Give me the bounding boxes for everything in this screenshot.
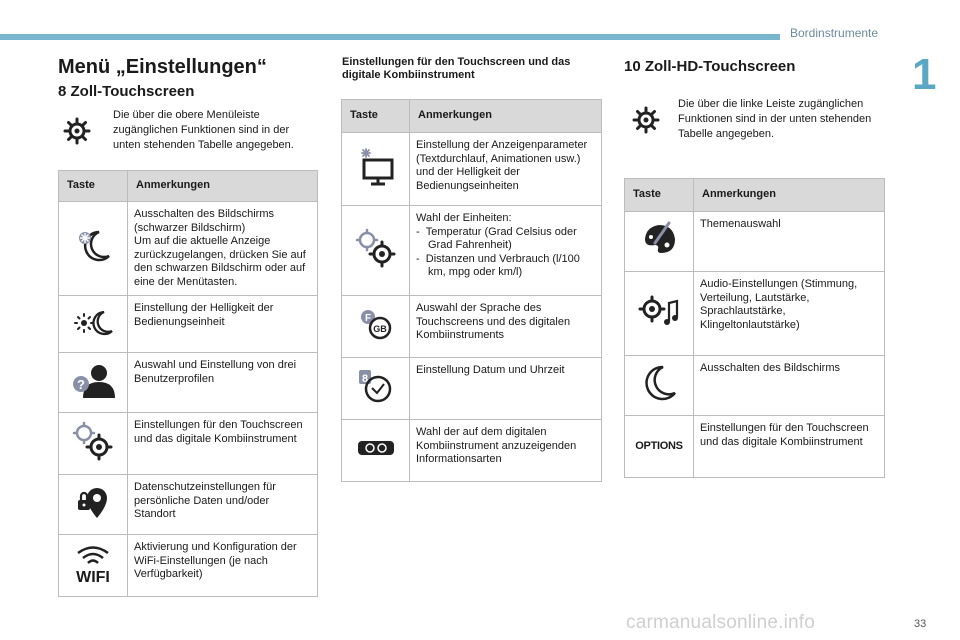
settings-table-display [341, 99, 602, 482]
bullet-item: - Temperatur (Grad Celsius oder Grad Fahrenheit) [416, 225, 577, 251]
privacy-location-icon [73, 482, 113, 522]
col-header-notes: Anmerkungen [410, 100, 602, 133]
table-header-row [342, 100, 602, 133]
page-title: Menü „Einstellungen“ [58, 56, 267, 78]
intro-10-inch: Die über die linke Leiste zugänglichen Funktionen sind in der unten stehenden Tabelle angegeben. [678, 98, 872, 140]
col-header-key: Taste [625, 179, 694, 212]
gear-icon [62, 116, 92, 146]
table-row [342, 420, 602, 482]
row-text: Einstellung der Anzeigenparameter (Textdurchlauf, Animationen usw.) und der Helligkeit der Bedienungseinheiten [410, 133, 602, 206]
table-row [625, 212, 885, 272]
svg-text:?: ? [77, 377, 85, 393]
table-row [625, 272, 885, 356]
table-row [59, 413, 318, 475]
row-text: Datenschutzeinstellungen für persönliche Daten und/oder Standort [128, 475, 318, 535]
chapter-number: 1 [912, 50, 937, 99]
row-text: Wahl der auf dem digitalen Kombiinstrument anzuzeigenden Informationsarten [410, 420, 602, 482]
table-row [625, 356, 885, 416]
table-row [342, 206, 602, 296]
table-header-row [625, 179, 885, 212]
svg-text:GB: GB [372, 324, 387, 335]
row-text: Wahl der Einheiten: [416, 212, 512, 224]
table-row [625, 416, 885, 478]
moon-star-icon [73, 228, 113, 264]
options-icon: OPTIONS [635, 439, 683, 452]
section-title: Bordinstrumente [790, 26, 879, 40]
table-header-row [59, 171, 318, 202]
sun-moon-icon [73, 307, 113, 337]
double-gear-icon [71, 421, 115, 461]
row-text: Einstellungen für den Touchscreen und das digitale Kombiinstrument [694, 416, 885, 478]
row-text: Auswahl und Einstellung von drei Benutzerprofilen [128, 353, 318, 413]
palette-icon [639, 219, 679, 259]
language-icon [356, 307, 396, 341]
audio-gear-icon [637, 291, 681, 331]
col-header-notes: Anmerkungen [128, 171, 318, 202]
row-text: Ausschalten des Bildschirms (schwarzer Bildschirm) [134, 208, 275, 234]
row-text-2: Um auf die aktuelle Anzeige zurückzugelangen, drücken Sie auf den schwarzen Bildschirm oder auf eine der Menütasten. [134, 235, 306, 288]
row-text: Einstellungen für den Touchscreen und das digitale Kombiinstrument [128, 413, 318, 475]
middle-heading: Einstellungen für den Touchscreen und das digitale Kombiinstrument [342, 56, 571, 81]
table-row [342, 133, 602, 206]
svg-text:8: 8 [361, 373, 368, 386]
table-row [59, 202, 318, 296]
table-row [59, 535, 318, 597]
bullet-item: - Distanzen und Verbrauch (l/100 km, mpg oder km/l) [416, 252, 580, 278]
units-gear-icon [354, 228, 398, 268]
row-text: Auswahl der Sprache des Touchscreens und des digitalen Kombiinstruments [410, 296, 602, 358]
wifi-icon: WIFI [75, 545, 111, 586]
subtitle-10-inch: 10 Zoll-HD-Touchscreen [624, 58, 796, 75]
settings-table-8-inch [58, 170, 318, 597]
page-number: 33 [914, 618, 927, 630]
col-header-key: Taste [342, 100, 410, 133]
cluster-display-icon [356, 436, 396, 460]
row-text: Themenauswahl [694, 212, 885, 272]
table-row [59, 475, 318, 535]
display-brightness-icon [356, 147, 396, 187]
table-row [342, 296, 602, 358]
user-profile-icon [71, 362, 115, 398]
gear-icon [631, 105, 661, 135]
svg-text:F: F [364, 313, 371, 325]
col-header-key: Taste [59, 171, 128, 202]
table-row [59, 296, 318, 353]
intro-8-inch: Die über die obere Menüleiste zugänglichen Funktionen sind in der unten stehenden Tabelle angegeben. [113, 109, 294, 151]
table-row [342, 358, 602, 420]
row-text: Ausschalten des Bildschirms [694, 356, 885, 416]
moon-icon [639, 363, 679, 403]
row-text: Audio-Einstellungen (Stimmung, Verteilung, Lautstärke, Sprachlautstärke, Klingeltonlautstärke) [694, 272, 885, 356]
row-text: Einstellung der Helligkeit der Bedienungseinheit [128, 296, 318, 353]
row-text: Aktivierung und Konfiguration der WiFi-Einstellungen (je nach Verfügbarkeit) [128, 535, 318, 597]
table-row [59, 353, 318, 413]
row-text: Einstellung Datum und Uhrzeit [410, 358, 602, 420]
header-bar [0, 34, 780, 40]
watermark: carmanualsonline.info [626, 612, 816, 633]
clock-icon [356, 366, 396, 406]
subtitle-8-inch: 8 Zoll-Touchscreen [58, 83, 195, 100]
col-header-notes: Anmerkungen [694, 179, 885, 212]
settings-table-10-inch [624, 178, 885, 478]
